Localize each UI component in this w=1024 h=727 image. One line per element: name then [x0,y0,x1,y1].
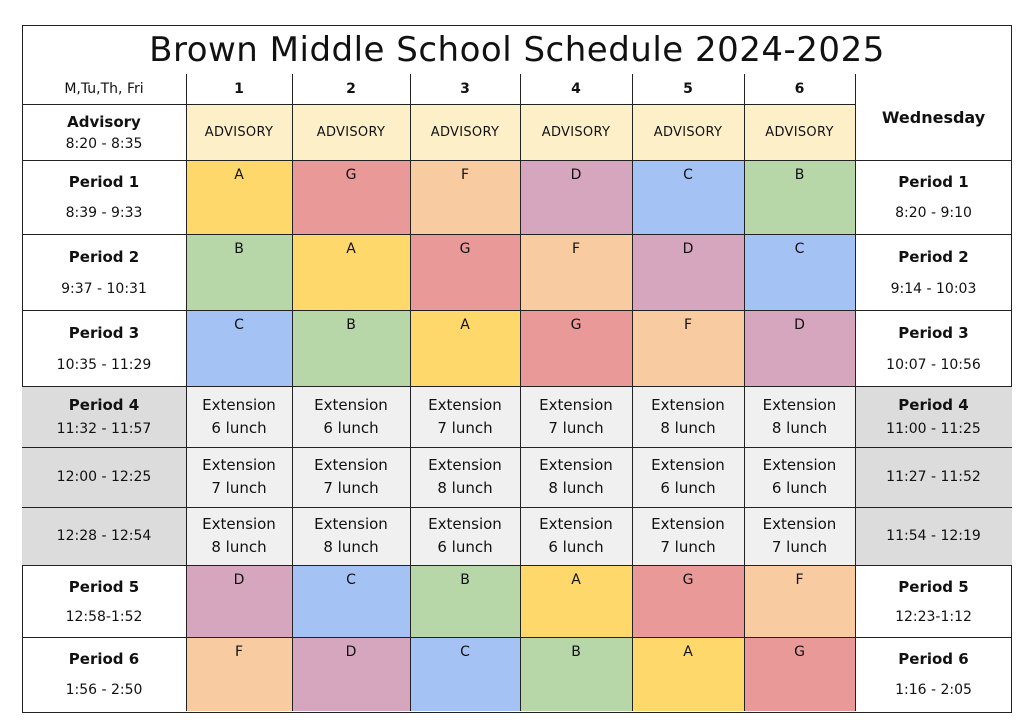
extension-lunch: 7 lunch [548,418,604,437]
grid-line [855,74,856,711]
class-block-cell [744,310,855,386]
class-block-letter: C [346,572,356,588]
extension-label: Extension [651,515,725,533]
class-block-letter: B [794,167,805,183]
class-block-letter: B [571,644,581,660]
grid-line [632,74,633,711]
extension-label: Extension [202,456,276,474]
advisory-cell [520,104,632,160]
period-label-cell [22,565,186,637]
period-label: Period 2 [68,247,140,266]
wednesday-period-label: Period 5 [898,577,969,596]
class-block-cell [410,160,520,234]
period-time: 10:35 - 11:29 [56,356,152,373]
extension-lunch: 8 lunch [323,538,379,556]
extension-lunch: 6 lunch [323,418,379,437]
extension-cell [410,507,520,565]
wednesday-period-time: 1:16 - 2:05 [895,682,972,698]
grid-line [410,74,411,711]
class-block-cell [632,234,744,310]
period-label-cell [22,507,186,565]
class-block-letter: D [345,644,357,660]
column-header [292,74,410,104]
class-block-cell [410,310,520,386]
period-label: Period 1 [68,173,140,191]
class-block-letter: G [682,572,694,588]
advisory-time: 8:20 - 8:35 [65,135,143,152]
class-block-cell [292,234,410,310]
extension-cell [744,507,855,565]
class-block-letter: B [460,572,470,588]
extension-lunch: 7 lunch [437,418,493,437]
extension-cell [292,386,410,447]
grid-line [22,234,1012,235]
class-block-letter: A [683,644,693,660]
wednesday-label-cell [855,160,1012,234]
extension-lunch: 7 lunch [660,538,716,556]
extension-label: Extension [202,395,276,414]
wednesday-label-cell [855,234,1012,310]
wednesday-period-label: Period 6 [898,650,969,668]
extension-label: Extension [651,456,725,474]
extension-lunch: 6 lunch [211,418,267,437]
class-block-cell [186,160,292,234]
grid-line [744,74,745,711]
extension-lunch: 7 lunch [323,479,379,497]
class-block-letter: B [234,241,244,257]
wednesday-label-cell [855,637,1012,711]
class-block-cell [520,565,632,637]
grid-line [292,74,293,711]
class-block-letter: A [346,241,356,257]
column-header [186,74,292,104]
extension-label: Extension [762,515,837,533]
period-time: 1:56 - 2:50 [65,682,143,698]
period-label-cell [22,160,186,234]
class-block-cell [410,637,520,711]
extension-label: Extension [762,456,837,474]
class-block-letter: D [794,317,805,333]
class-block-cell [410,234,520,310]
advisory-label: Advisory [67,112,141,131]
class-block-letter: G [345,167,357,183]
column-header-label: 1 [234,81,244,97]
advisory-cell-text: ADVISORY [653,124,723,140]
extension-label: Extension [539,515,613,533]
class-block-letter: F [571,241,581,257]
class-block-cell [744,637,855,711]
extension-lunch: 7 lunch [771,538,828,556]
class-block-cell [410,565,520,637]
class-block-cell [632,310,744,386]
extension-cell [520,447,632,507]
period-label-cell [22,637,186,711]
class-block-cell [520,310,632,386]
wednesday-label-cell [855,310,1012,386]
class-block-letter: G [794,644,805,660]
extension-cell [410,386,520,447]
advisory-cell-text: ADVISORY [316,124,386,140]
class-block-cell [520,160,632,234]
extension-label: Extension [202,515,276,533]
extension-cell [292,507,410,565]
extension-label: Extension [314,395,388,414]
extension-lunch: 6 lunch [771,479,828,497]
column-header [632,74,744,104]
extension-lunch: 8 lunch [771,418,828,437]
wednesday-period-time: 11:27 - 11:52 [886,469,981,485]
class-block-cell [520,234,632,310]
grid-line [22,565,1012,566]
class-block-letter: A [571,572,581,588]
days-label [22,74,186,104]
grid-line [520,74,521,711]
class-block-cell [292,637,410,711]
class-block-cell [186,234,292,310]
wednesday-period-time: 8:20 - 9:10 [895,205,972,221]
column-header-label: 4 [571,81,581,97]
period-label-cell [22,447,186,507]
extension-cell [186,386,292,447]
wednesday-label-cell [855,386,1012,447]
extension-cell [410,447,520,507]
class-block-letter: F [234,644,244,660]
period-label: Period 4 [68,395,140,414]
advisory-cell [186,104,292,160]
extension-lunch: 6 lunch [437,538,493,556]
class-block-cell [632,160,744,234]
column-header [744,74,855,104]
class-block-letter: D [570,167,582,183]
wednesday-label-cell [855,565,1012,637]
period-time: 9:37 - 10:31 [61,280,147,297]
extension-lunch: 8 lunch [548,479,604,497]
advisory-cell-text: ADVISORY [765,124,834,140]
class-block-cell [186,310,292,386]
column-header-label: 6 [794,81,805,97]
wednesday-header [855,74,1012,160]
class-block-cell [186,565,292,637]
extension-label: Extension [428,515,502,533]
extension-cell [744,447,855,507]
extension-cell [632,386,744,447]
class-block-letter: D [682,241,694,257]
class-block-cell [520,637,632,711]
extension-label: Extension [428,395,502,414]
column-header [520,74,632,104]
wednesday-period-time: 12:23-1:12 [895,608,972,625]
extension-label: Extension [314,456,388,474]
class-block-letter: C [794,241,805,257]
column-header [410,74,520,104]
advisory-cell-text: ADVISORY [541,124,611,140]
wednesday-period-time: 9:14 - 10:03 [890,280,977,297]
class-block-letter: B [346,317,356,333]
class-block-letter: F [460,167,470,183]
column-header-label: 2 [346,81,356,97]
class-block-letter: G [459,241,471,257]
column-header-label: 3 [460,81,470,97]
extension-label: Extension [762,395,837,414]
extension-label: Extension [539,456,613,474]
class-block-cell [632,565,744,637]
period-label-cell [22,386,186,447]
wednesday-label: Wednesday [881,107,986,127]
advisory-cell [410,104,520,160]
grid-line [186,74,187,711]
wednesday-label-cell [855,507,1012,565]
advisory-cell [292,104,410,160]
period-time: 12:58-1:52 [65,608,143,625]
extension-lunch: 8 lunch [211,538,267,556]
period-label: Period 3 [68,323,140,342]
extension-cell [632,507,744,565]
advisory-cell-text: ADVISORY [204,124,274,140]
class-block-letter: F [795,572,804,588]
grid-line [22,447,1012,448]
class-block-cell [292,310,410,386]
column-header-label: 5 [683,81,693,97]
extension-cell [520,386,632,447]
extension-lunch: 6 lunch [660,479,716,497]
extension-label: Extension [428,456,502,474]
class-block-cell [186,637,292,711]
class-block-letter: G [570,317,582,333]
period-label: Period 5 [68,577,140,596]
wednesday-label-cell [855,447,1012,507]
class-block-letter: F [683,317,693,333]
class-block-cell [632,637,744,711]
extension-cell [744,386,855,447]
class-block-letter: D [233,572,245,588]
grid-line [22,310,1012,311]
period-label: Period 6 [68,650,140,668]
wednesday-period-time: 11:00 - 11:25 [886,421,981,438]
extension-lunch: 6 lunch [548,538,604,556]
wednesday-period-time: 10:07 - 10:56 [886,356,981,373]
class-block-letter: A [234,167,244,183]
period-time: 12:00 - 12:25 [56,469,152,485]
class-block-letter: C [683,167,693,183]
class-block-cell [744,160,855,234]
period-time: 12:28 - 12:54 [56,528,152,544]
period-time: 8:39 - 9:33 [65,205,143,221]
class-block-cell [292,160,410,234]
advisory-cell [744,104,855,160]
extension-cell [292,447,410,507]
class-block-cell [292,565,410,637]
grid-line [22,507,1012,508]
extension-cell [186,507,292,565]
extension-lunch: 7 lunch [211,479,267,497]
advisory-cell-text: ADVISORY [430,124,500,140]
extension-label: Extension [314,515,388,533]
advisory-label-cell [22,104,186,160]
class-block-letter: C [234,317,244,333]
period-time: 11:32 - 11:57 [56,421,152,438]
extension-cell [632,447,744,507]
class-block-cell [744,234,855,310]
extension-lunch: 8 lunch [660,418,716,437]
class-block-cell [744,565,855,637]
wednesday-period-label: Period 3 [898,323,969,342]
grid-line [22,386,1012,387]
period-label-cell [22,234,186,310]
advisory-cell [632,104,744,160]
grid-line [22,637,1012,638]
extension-label: Extension [539,395,613,414]
class-block-letter: C [460,644,470,660]
wednesday-period-label: Period 4 [898,395,969,414]
wednesday-period-label: Period 1 [898,173,969,191]
extension-label: Extension [651,395,725,414]
days-label-text: M,Tu,Th, Fri [64,81,144,97]
wednesday-period-time: 11:54 - 12:19 [886,528,981,544]
grid-line [22,104,855,105]
extension-cell [520,507,632,565]
period-label-cell [22,310,186,386]
page-title: Brown Middle School Schedule 2024-2025 [149,30,885,70]
extension-cell [186,447,292,507]
grid-line [22,160,1012,161]
wednesday-period-label: Period 2 [898,247,969,266]
class-block-letter: A [460,317,470,333]
extension-lunch: 8 lunch [437,479,493,497]
